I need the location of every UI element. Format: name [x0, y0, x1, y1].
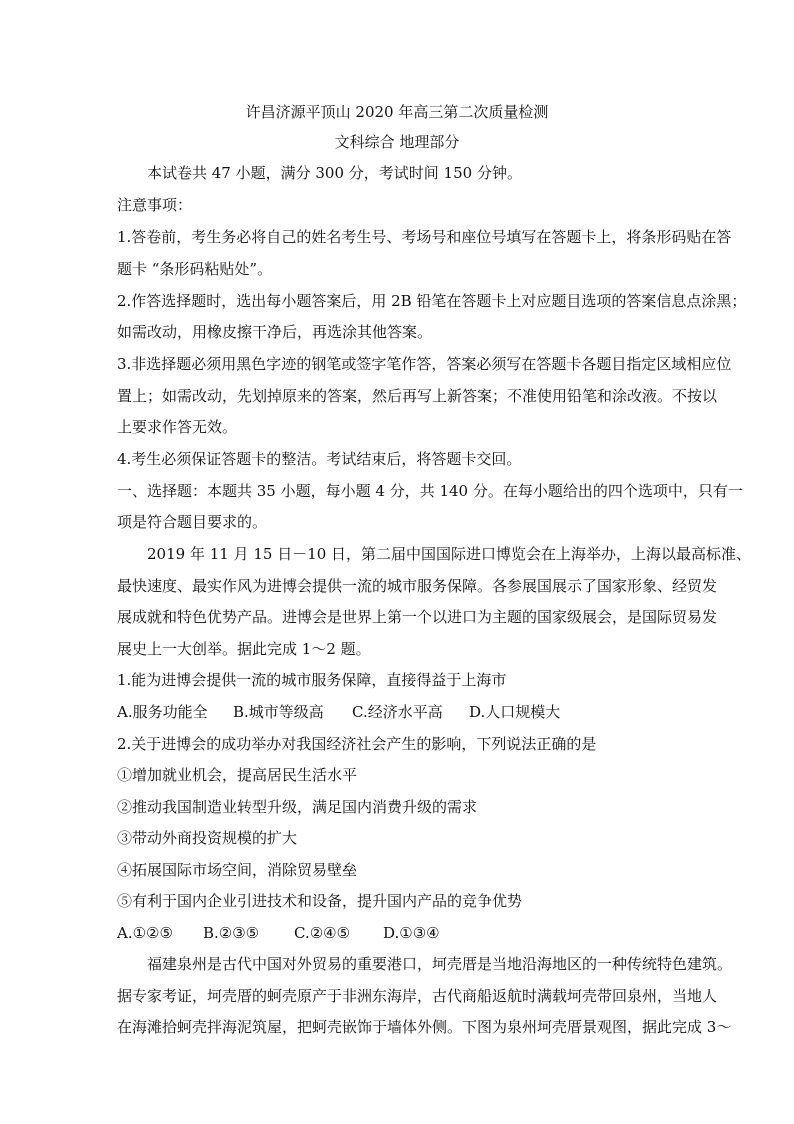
- question-1-option-b: B.城市等级高: [233, 703, 324, 721]
- question-2-item-2: ②推动我国制造业转型升级，满足国内消费升级的需求: [117, 798, 478, 816]
- passage-1-line-1: 2019 年 11 月 15 日－10 日，第二届中国国际进口博览会在上海举办，上海以最高标准、: [147, 545, 752, 563]
- question-1-options: [117, 702, 677, 722]
- exam-title: 许昌济源平顶山 2020 年高三第二次质量检测: [245, 103, 549, 121]
- question-1-option-c: C.经济水平高: [352, 703, 443, 721]
- question-2-option-c: C.②④⑤: [294, 924, 351, 942]
- passage-1-line-3: 展成就和特色优势产品。进博会是世界上第一个以进口为主题的国家级展会，是国际贸易发: [117, 608, 718, 626]
- question-2-item-3: ③带动外商投资规模的扩大: [117, 829, 298, 847]
- notice-1-line-2: 题卡 “条形码粘贴处”。: [117, 260, 273, 278]
- question-1-option-d: D.人口规模大: [469, 703, 561, 721]
- question-1-option-a: A.服务功能全: [117, 703, 208, 721]
- section-1-line-1: 一、选择题：本题共 35 小题，每小题 4 分，共 140 分。在每小题给出的四个选项中，只有一: [117, 482, 743, 500]
- notice-2-line-2: 如需改动，用橡皮擦干净后，再选涂其他答案。: [117, 323, 433, 341]
- notice-4-line-1: 4.考生必须保证答题卡的整洁。考试结束后，将答题卡交回。: [117, 450, 522, 468]
- notice-3-line-3: 上要求作答无效。: [117, 418, 238, 436]
- question-2-item-1: ①增加就业机会，提高居民生活水平: [117, 766, 358, 784]
- question-2-item-4: ④拓展国际市场空间，消除贸易壁垒: [117, 861, 358, 879]
- section-1-line-2: 项是符合题目要求的。: [117, 513, 268, 531]
- notice-2-line-1: 2.作答选择题时，选出每小题答案后，用 2B 铅笔在答题卡上对应题目选项的答案信息点涂黑；: [117, 292, 747, 310]
- exam-subtitle: 文科综合 地理部分: [334, 133, 460, 151]
- question-2-option-a: A.①②⑤: [117, 924, 173, 942]
- question-2-stem: 2.关于进博会的成功举办对我国经济社会产生的影响，下列说法正确的是: [117, 735, 597, 753]
- notice-3-line-1: 3.非选择题必须用黑色字迹的钢笔或签字笔作答，答案必须写在答题卡各题目指定区域相应位: [117, 355, 732, 373]
- question-1-stem: 1.能为进博会提供一流的城市服务保障，直接得益于上海市: [117, 671, 507, 689]
- passage-2-line-2: 据专家考证，坷壳厝的蚵壳原产于非洲东海岸，古代商船返航时满载坷壳带回泉州，当地人: [117, 987, 718, 1005]
- notice-1-line-1: 1.答卷前，考生务必将自己的姓名考生号、考场号和座位号填写在答题卡上，将条形码贴在答: [117, 228, 732, 246]
- passage-2-line-3: 在海滩拾蚵壳拌海泥筑屋，把蚵壳嵌饰于墙体外侧。下图为泉州坷壳厝景观图，据此完成 3～: [117, 1018, 732, 1036]
- question-2-option-b: B.②③⑤: [203, 924, 260, 942]
- passage-1-line-2: 最快速度、最实作风为进博会提供一流的城市服务保障。各参展国展示了国家形象、经贸发: [117, 577, 718, 595]
- question-2-options: [117, 923, 477, 943]
- notice-heading: 注意事项：: [117, 196, 193, 214]
- question-2-item-5: ⑤有利于国内企业引进技术和设备，提升国内产品的竞争优势: [117, 892, 523, 910]
- question-2-option-d: D.①③④: [383, 924, 440, 942]
- passage-1-line-4: 展史上一大创举。据此完成 1～2 题。: [117, 640, 371, 658]
- exam-intro: 本试卷共 47 小题，满分 300 分，考试时间 150 分钟。: [147, 164, 522, 182]
- passage-2-line-1: 福建泉州是古代中国对外贸易的重要港口，坷壳厝是当地沿海地区的一种传统特色建筑。: [147, 955, 733, 973]
- notice-3-line-2: 置上；如需改动，先划掉原来的答案，然后再写上新答案；不准使用铅笔和涂改液。不按以: [117, 387, 718, 405]
